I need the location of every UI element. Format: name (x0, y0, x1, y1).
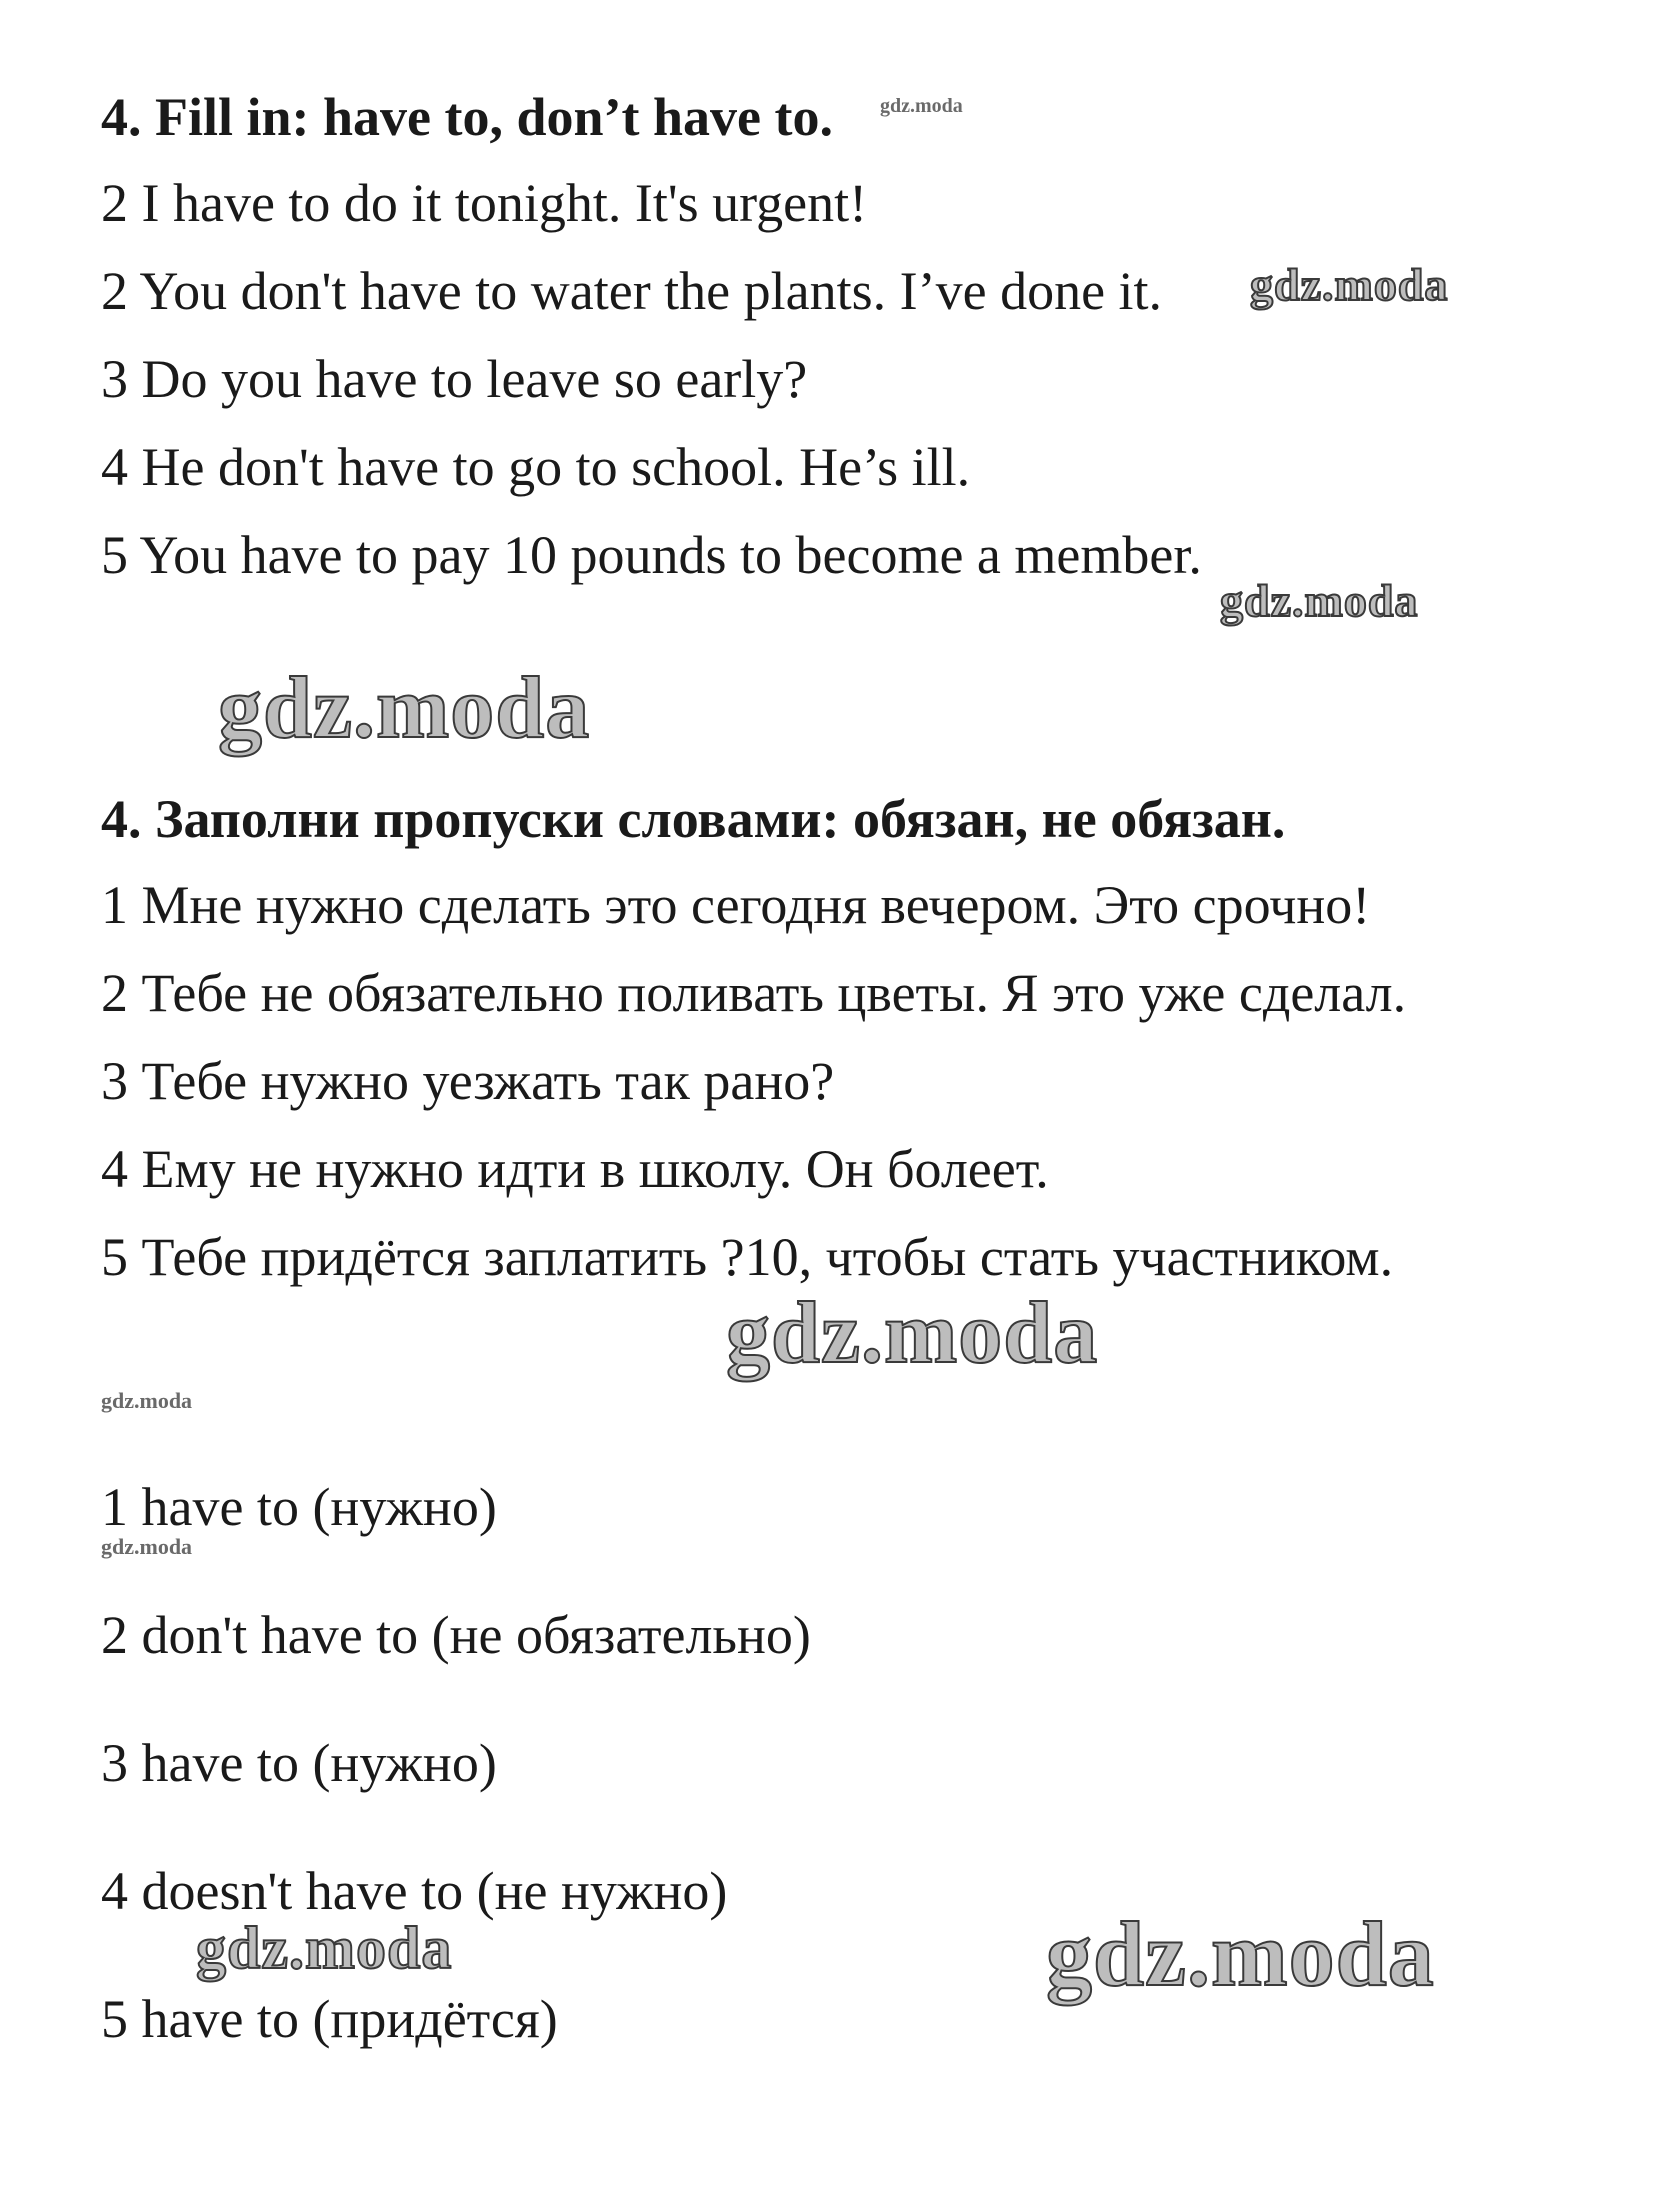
english-sentence-3: 3 Do you have to leave so early? (101, 349, 808, 409)
watermark-small: gdz.moda (880, 95, 963, 117)
russian-sentence-2: 2 Тебе не обязательно поливать цветы. Я это уже сделал. (101, 963, 1407, 1023)
watermark-medium: gdz.moda (1250, 259, 1449, 310)
watermark-small: gdz.moda (101, 1534, 193, 1559)
watermark-large: gdz.moda (1046, 1903, 1435, 2005)
answer-1: 1 have to (нужно) (101, 1477, 497, 1537)
russian-sentence-5: 5 Тебе придётся заплатить ?10, чтобы стать участником. (101, 1227, 1394, 1287)
english-sentence-5: 5 You have to pay 10 pounds to become a member. (101, 525, 1202, 585)
russian-sentence-1: 1 Мне нужно сделать это сегодня вечером. Это срочно! (101, 875, 1371, 935)
answer-4: 4 doesn't have to (не нужно) (101, 1861, 728, 1921)
english-heading: 4. Fill in: have to, don’t have to. (101, 87, 834, 147)
russian-sentence-3: 3 Тебе нужно уезжать так рано? (101, 1051, 835, 1111)
watermark-large: gdz.moda (726, 1285, 1099, 1382)
watermark-small: gdz.moda (101, 1388, 193, 1413)
russian-sentence-4: 4 Ему не нужно идти в школу. Он болеет. (101, 1139, 1049, 1199)
watermark-medium: gdz.moda (1220, 575, 1419, 626)
russian-heading: 4. Заполни пропуски словами: обязан, не обязан. (101, 789, 1286, 849)
english-sentence-1: 2 I have to do it tonight. It's urgent! (101, 173, 868, 233)
answer-5: 5 have to (придётся) (101, 1989, 558, 2049)
answer-2: 2 don't have to (не обязательно) (101, 1605, 811, 1665)
english-sentence-2: 2 You don't have to water the plants. I’ve done it. (101, 261, 1163, 321)
english-sentence-4: 4 He don't have to go to school. He’s ill. (101, 437, 971, 497)
watermark-medium: gdz.moda (196, 1915, 453, 1981)
watermark-large: gdz.moda (218, 660, 591, 757)
answer-3: 3 have to (нужно) (101, 1733, 497, 1793)
